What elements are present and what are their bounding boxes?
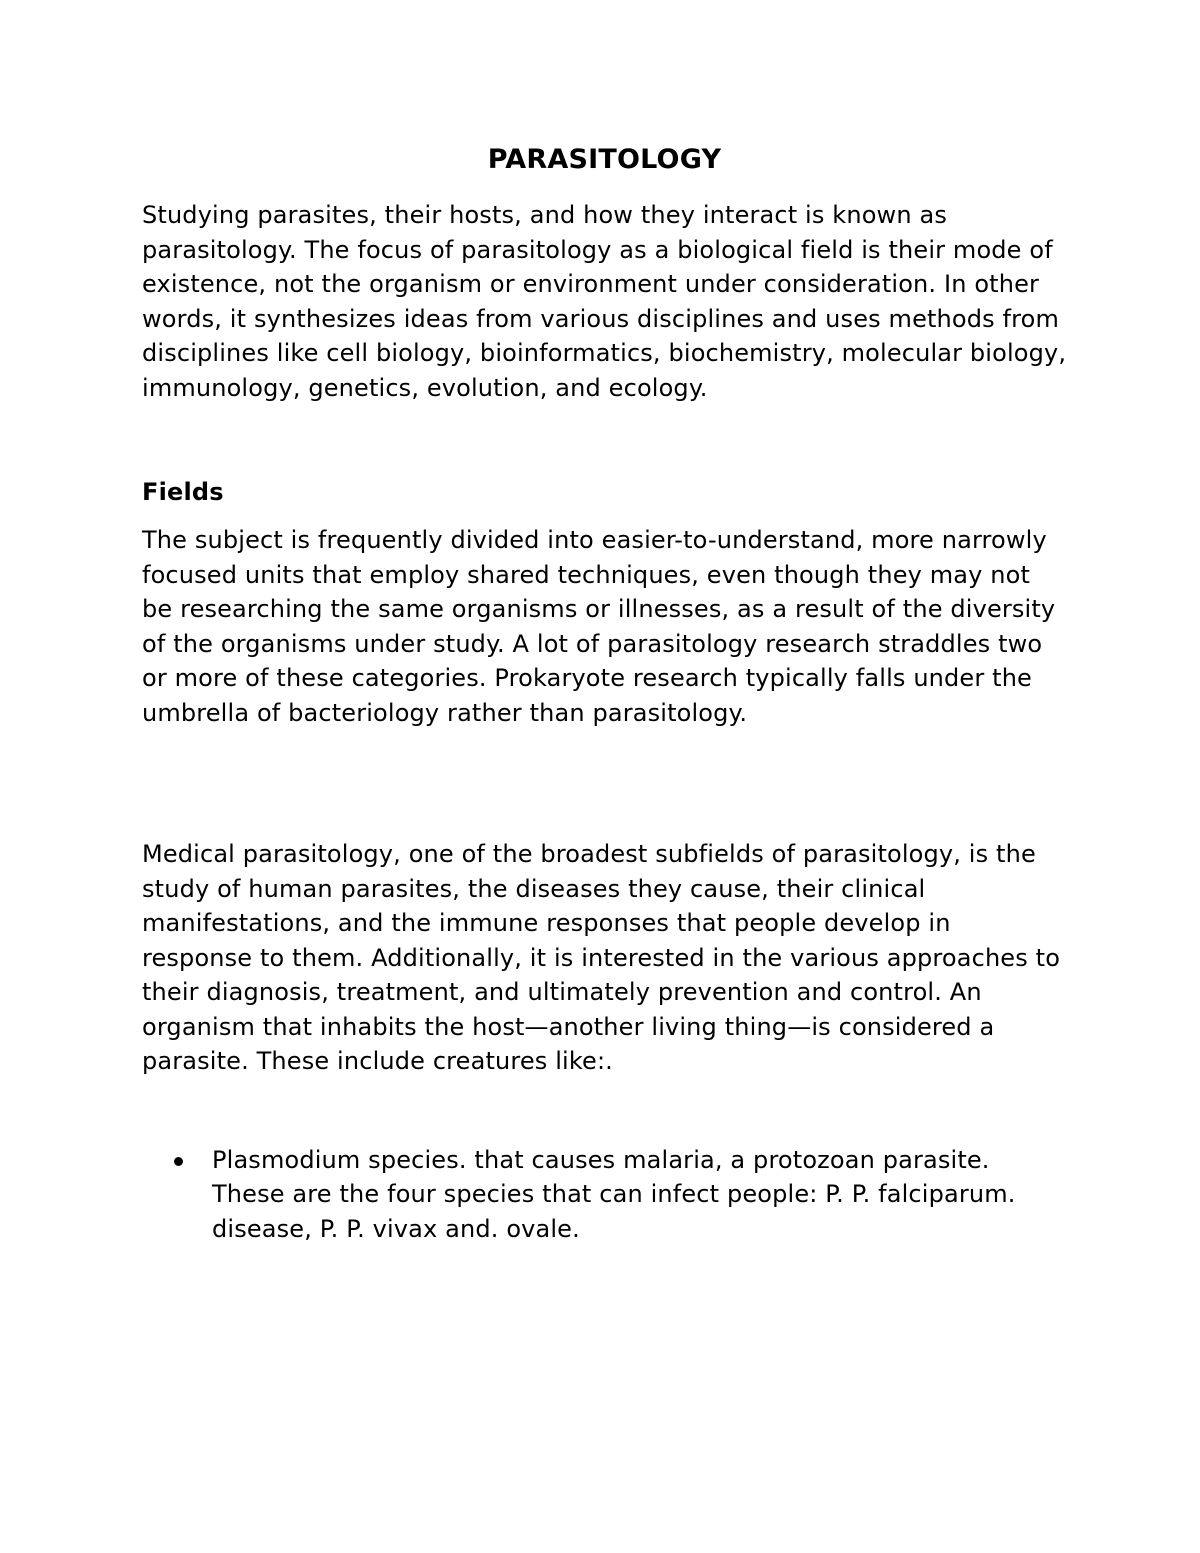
list-item-text: Plasmodium species. that causes malaria, a protozoan parasite. These are the four species that can infect people: P. P. falciparum. disease, P. P. vivax and. ovale.	[212, 1145, 1016, 1243]
document-body	[142, 140, 1067, 1246]
document-title: PARASITOLOGY	[487, 144, 722, 175]
list-item	[142, 1143, 1067, 1247]
fields-paragraph: The subject is frequently divided into easier-to-understand, more narrowly focused units that employ shared techniques, even though they may not be researching the same organisms or illnesses, as a result of the diversity of the organisms under study. A lot of parasitology research straddles two or more of these categories. Prokaryote research typically falls under the umbrella of bacteriology rather than parasitology.	[142, 526, 1056, 727]
intro-paragraph: Studying parasites, their hosts, and how they interact is known as parasitology. The focus of parasitology as a biological field is their mode of existence, not the organism or environment under consideration. In other words, it synthesizes ideas from various disciplines and uses methods from disciplines like cell biology, bioinformatics, biochemistry, molecular biology, immunology, genetics, evolution, and ecology.	[142, 201, 1067, 402]
fields-heading: Fields	[142, 478, 224, 506]
bullet-icon	[174, 1157, 183, 1166]
medical-parasitology-paragraph: Medical parasitology, one of the broadest subfields of parasitology, is the study of human parasites, the diseases they cause, their clinical manifestations, and the immune responses that people develop in response to them. Additionally, it is interested in the various approaches to their diagnosis, treatment, and ultimately prevention and control. An organism that inhabits the host—another living thing—is considered a parasite. These include creatures like:.	[142, 840, 1061, 1075]
parasite-list	[142, 1143, 1067, 1247]
